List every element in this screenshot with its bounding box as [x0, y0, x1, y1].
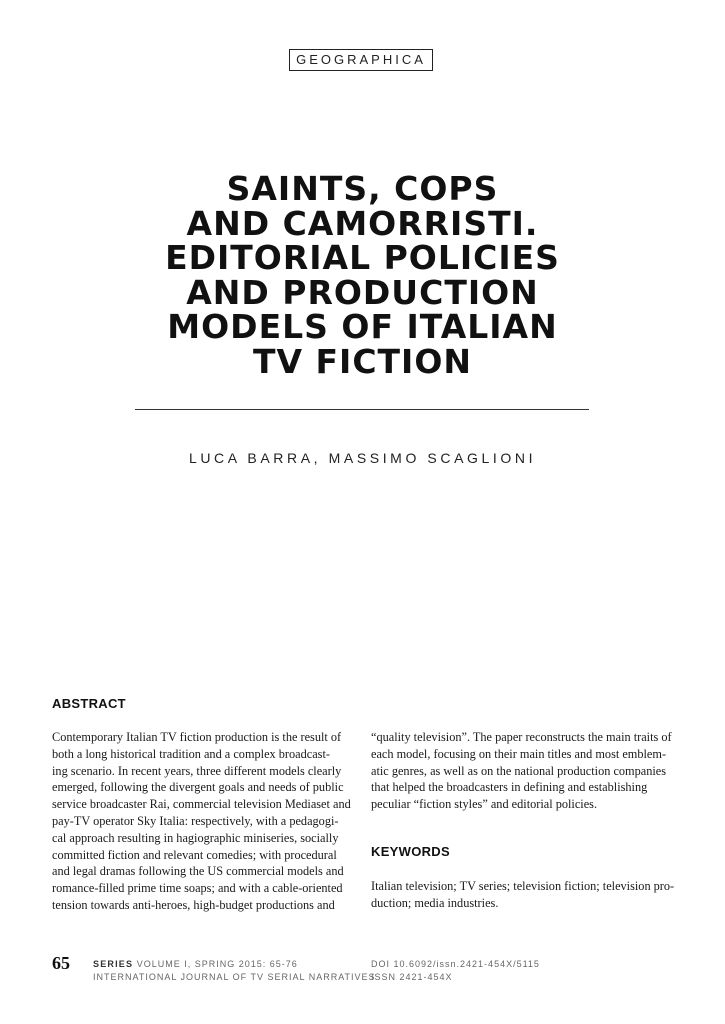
abstract-line: tension towards anti-heroes, high-budget productions and — [52, 897, 335, 912]
issn: ISSN 2421-454X — [371, 972, 453, 982]
abstract-text-left-column — [52, 729, 354, 914]
title-line: AND CAMORRISTI. — [186, 203, 539, 243]
abstract-line: ing scenario. In recent years, three different models clearly — [52, 763, 342, 778]
abstract-text-right-column — [371, 729, 673, 813]
title-line: MODELS OF ITALIAN — [167, 307, 558, 346]
journal-name: INTERNATIONAL JOURNAL OF TV SERIAL NARRATIVES — [93, 972, 376, 982]
title-line: AND PRODUCTION — [186, 272, 539, 312]
abstract-line: committed fiction and relevant comedies; with procedural — [52, 847, 337, 862]
article-authors: LUCA BARRA, MASSIMO SCAGLIONI — [188, 450, 537, 466]
keywords-text — [371, 878, 673, 912]
abstract-line: Contemporary Italian TV fiction production is the result of — [52, 730, 342, 744]
title-divider — [135, 409, 589, 410]
title-line: SAINTS, COPS — [226, 169, 499, 208]
abstract-line: and legal dramas following the US commercial models and — [52, 864, 344, 879]
abstract-line: “quality television”. The paper reconstructs the main traits of — [371, 730, 672, 744]
keywords-line: duction; media industries. — [371, 895, 499, 910]
abstract-line: peculiar “fiction styles” and editorial policies. — [371, 797, 598, 812]
doi-info — [371, 958, 540, 984]
abstract-line: each model, focusing on their main titles and most emblem- — [371, 746, 667, 761]
abstract-line: that helped the broadcasters in defining and establishing — [371, 780, 648, 795]
abstract-line: pay-TV operator Sky Italia: respectively, with a pedagogi- — [52, 813, 339, 828]
series-label: SERIES — [93, 959, 134, 969]
abstract-line: cal approach resulting in hagiographic miniseries, socially — [52, 830, 339, 845]
keywords-line: Italian television; TV series; television fiction; television pro- — [371, 879, 675, 893]
abstract-line: service broadcaster Rai, commercial television Mediaset and — [52, 797, 351, 812]
abstract-line: atic genres, as well as on the national production companies — [371, 763, 667, 778]
page-number: 65 — [52, 953, 70, 973]
title-line: EDITORIAL POLICIES — [165, 238, 560, 277]
section-label: GEOGRAPHICA — [289, 49, 433, 71]
abstract-heading: ABSTRACT — [52, 696, 126, 711]
abstract-line: romance-filled prime time soaps; and with a cable-oriented — [52, 881, 343, 896]
journal-info — [93, 958, 376, 984]
keywords-heading: KEYWORDS — [371, 844, 450, 859]
abstract-line: emerged, following the divergent goals and needs of public — [52, 780, 344, 795]
doi-link[interactable]: DOI 10.6092/issn.2421-454X/5115 — [371, 959, 540, 969]
title-line: TV FICTION — [252, 341, 473, 381]
volume-info: VOLUME I, SPRING 2015: 65-76 — [133, 959, 298, 969]
article-title — [120, 169, 605, 381]
journal-volume-line — [93, 958, 376, 971]
abstract-line: both a long historical tradition and a complex broadcast- — [52, 746, 330, 761]
